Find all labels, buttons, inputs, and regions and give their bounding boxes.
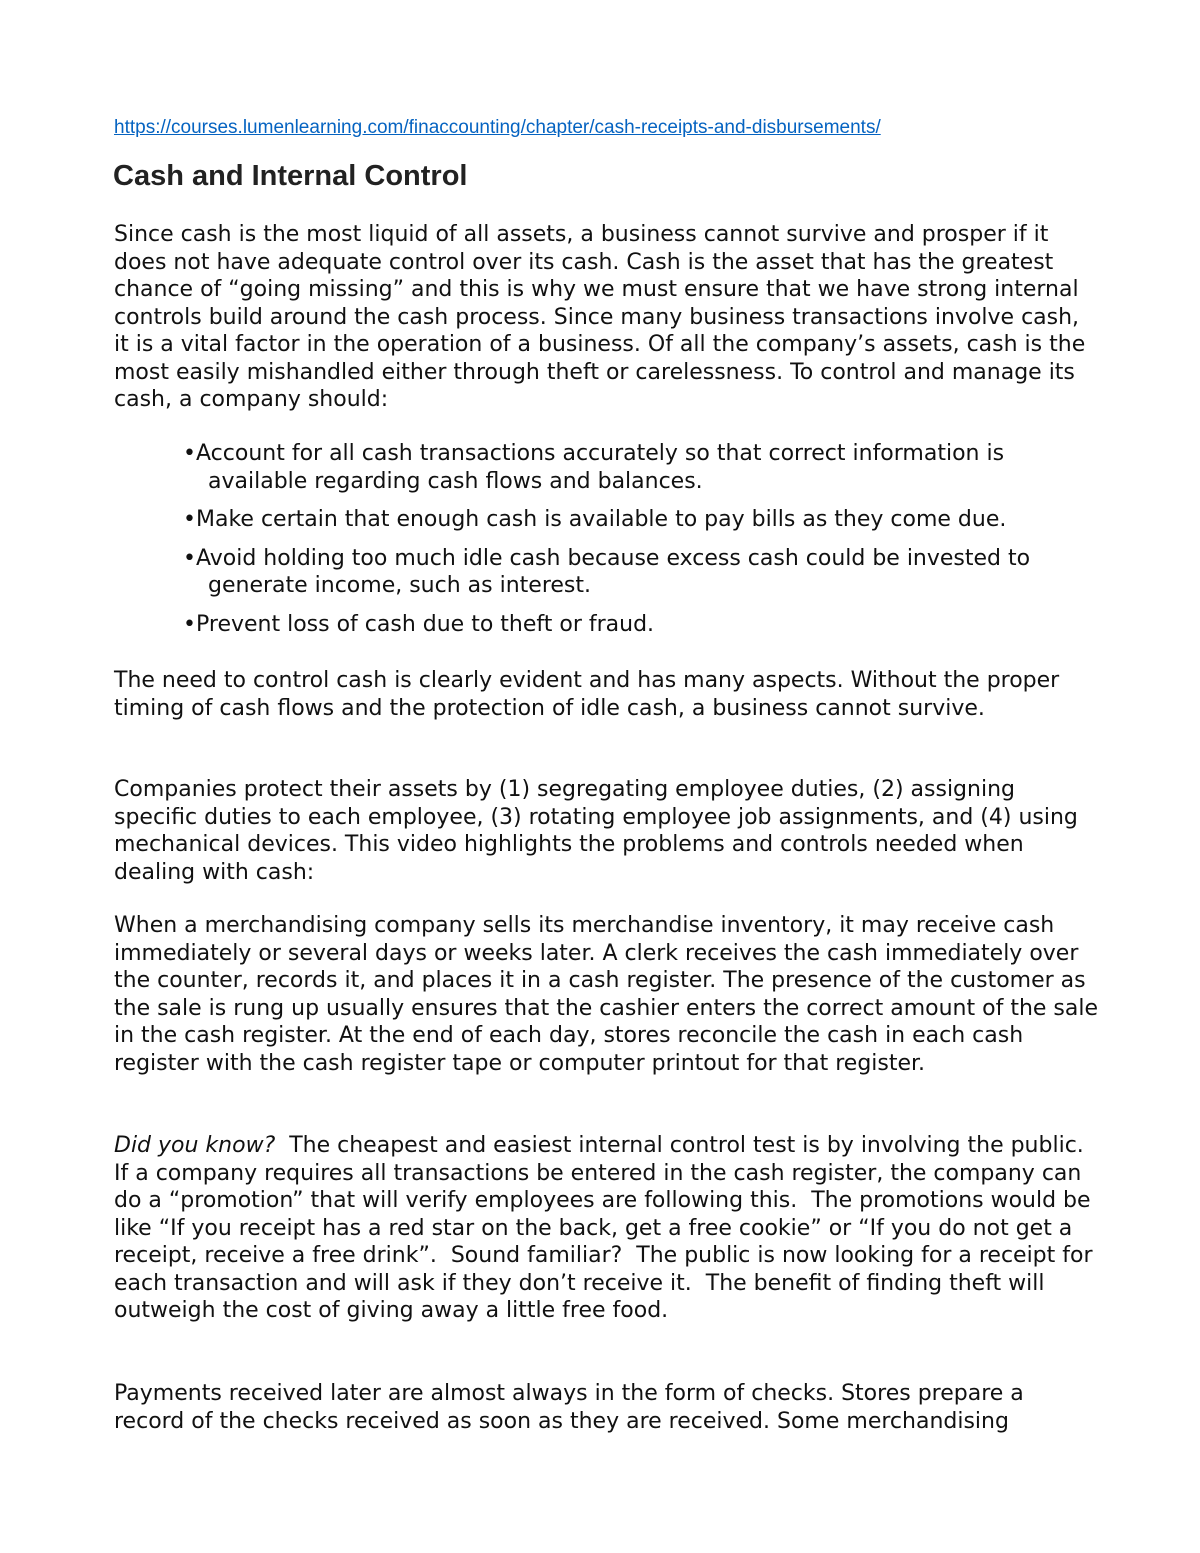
page-title: Cash and Internal Control <box>113 160 468 192</box>
paragraph-need-to-control: The need to control cash is clearly evident and has many aspects. Without the proper timing of cash flows and the protection of idle cash, a business cannot survive. <box>114 668 1060 721</box>
bullet-icon: • <box>183 441 196 466</box>
list-item-text: Avoid holding too much idle cash because excess cash could be invested to generate income, such as interest. <box>196 545 1031 598</box>
bullet-list <box>172 440 1097 649</box>
paragraph-did-you-know <box>114 1132 1099 1325</box>
did-you-know-text: The cheapest and easiest internal control test is by involving the public. If a company requires all transactions be entered in the cash register, the company can do a “promotion” that will verify employees are following this. The promotions would be like “If you receipt has a red star on the back, get a free cookie” or “If you do not get a receipt, receive a free drink”. Sound familiar? The public is now looking for a receipt for each transaction and will ask if they don’t receive it. The benefit of finding theft will outweigh the cost of giving away a little free food. <box>114 1133 1100 1323</box>
paragraph-merchandising: When a merchandising company sells its merchandise inventory, it may receive cash immediately or several days or weeks later. A clerk receives the cash immediately over the counter, records it, and places it in a cash register. The presence of the customer as the sale is rung up usually ensures that the cashier enters the correct amount of the sale in the cash register. At the end of each day, stores reconcile the cash in each cash register with the cash register tape or computer printout for that register. <box>114 913 1099 1076</box>
list-item-text: Account for all cash transactions accurately so that correct information is available regarding cash flows and balances. <box>196 441 1005 494</box>
source-link[interactable]: https://courses.lumenlearning.com/finaccounting/chapter/cash-receipts-and-disbursements/ <box>114 117 881 138</box>
paragraph-payments: Payments received later are almost always in the form of checks. Stores prepare a record of the checks received as soon as they are received. Some merchandising <box>114 1381 1024 1434</box>
paragraph-intro: Since cash is the most liquid of all assets, a business cannot survive and prosper if it does not have adequate control over its cash. Cash is the asset that has the greatest chance of “going missing” and this is why we must ensure that we have strong internal controls build around the cash process. Since many business transactions involve cash, it is a vital factor in the operation of a business. Of all the company’s assets, cash is the most easily mishandled either through theft or carelessness. To control and manage its cash, a company should: <box>114 222 1086 412</box>
bullet-icon: • <box>183 545 196 571</box>
list-item <box>172 611 1097 639</box>
paragraph-protect-assets: Companies protect their assets by (1) segregating employee duties, (2) assigning specific duties to each employee, (3) rotating employee job assignments, and (4) using mechanical devices. This video highlights the problems and controls needed when dealing with cash: <box>114 777 1078 885</box>
list-item <box>172 506 1097 534</box>
list-item-text: Prevent loss of cash due to theft or fraud. <box>196 611 655 637</box>
list-item-text: Make certain that enough cash is available to pay bills as they come due. <box>196 507 1007 532</box>
bullet-icon: • <box>183 507 196 532</box>
did-you-know-label: Did you know? <box>114 1133 276 1158</box>
bullet-icon: • <box>183 611 196 637</box>
list-item <box>172 440 1097 495</box>
list-item <box>172 545 1097 600</box>
